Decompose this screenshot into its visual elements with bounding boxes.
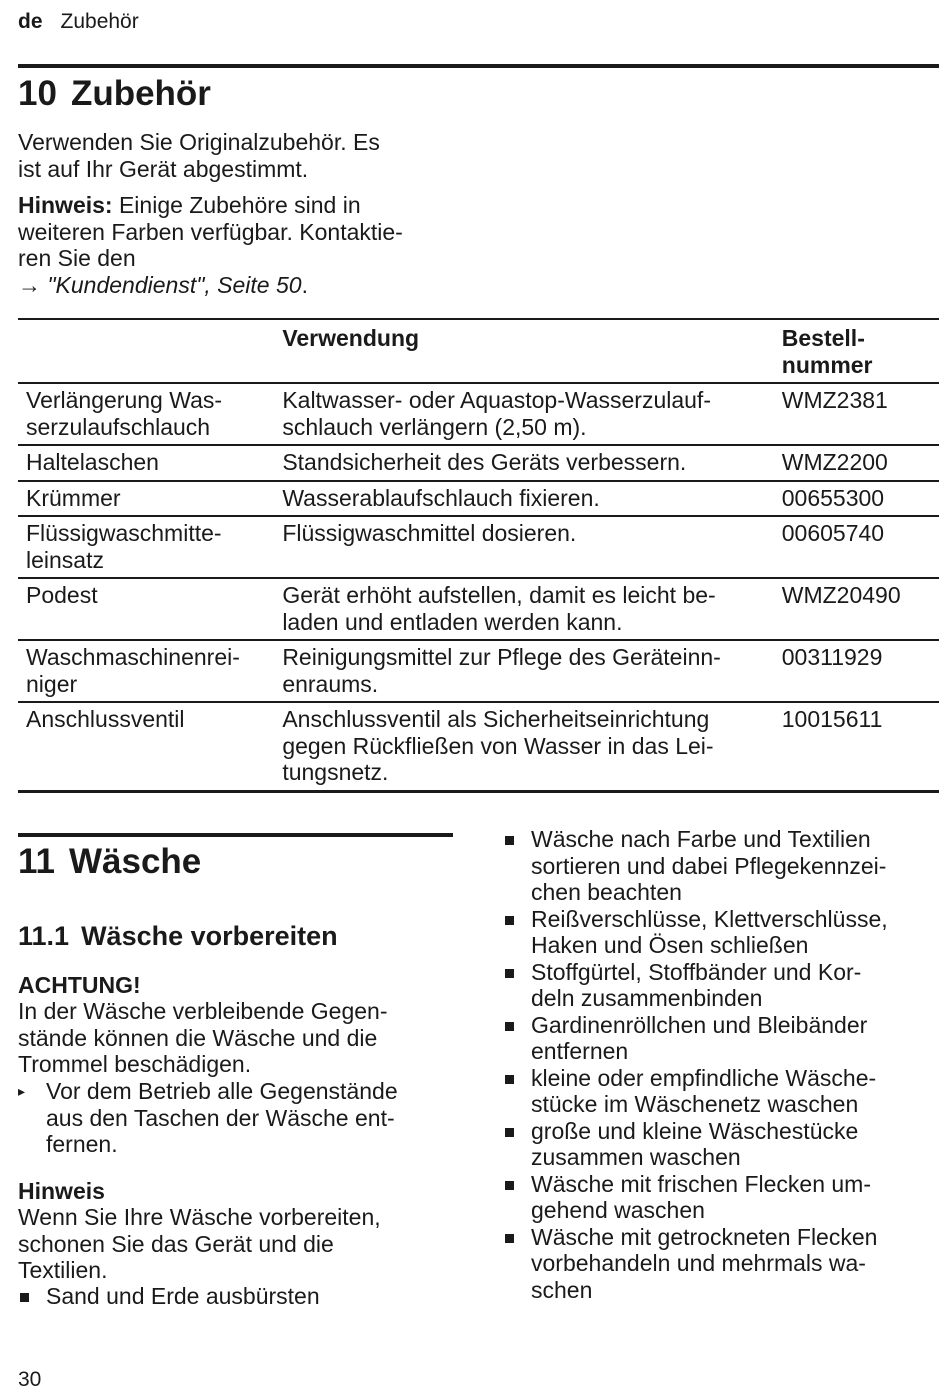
list-item [503, 1118, 939, 1171]
table-cell: 00605740 [774, 516, 939, 578]
caution-action-list [18, 1078, 458, 1158]
list-item [503, 1171, 939, 1224]
page-number: 30 [18, 1368, 42, 1391]
subsection-number: 11.1 [18, 921, 70, 951]
table-row [18, 640, 939, 702]
table-cell: Kaltwasser- oder Aquastop-Wasserzulauf- schlauch verlängern (2,50 m). [274, 383, 773, 445]
table-cell: WMZ2200 [774, 445, 939, 481]
note-text: Einige Zubehöre sind in [112, 192, 361, 218]
table-cell: WMZ20490 [774, 578, 939, 640]
table-cell: Haltelaschen [18, 445, 274, 481]
section-number: 10 [18, 74, 57, 113]
table-row [18, 383, 939, 445]
link-text: "Kundendienst", Seite 50 [41, 271, 302, 298]
table-cell: Waschmaschinenrei- niger [18, 640, 274, 702]
table-cell: Anschlussventil [18, 702, 274, 791]
table-row [18, 481, 939, 517]
list-item [503, 826, 939, 906]
section-title-accessories [18, 74, 211, 114]
square-bullet-icon [505, 1075, 514, 1084]
list-item-text: Sand und Erde ausbürsten [46, 1283, 320, 1309]
prep-steps-left [18, 1283, 458, 1310]
square-bullet-icon [505, 1181, 514, 1190]
subsection-title-text: Wäsche vorbereiten [81, 921, 338, 951]
note-text: weiteren Farben verfügbar. Kontaktie- [18, 218, 403, 245]
section-rule [18, 833, 453, 837]
subsection-title [18, 920, 338, 952]
table-cell: 00311929 [774, 640, 939, 702]
accessories-table [18, 318, 939, 793]
table-header-cell: Verwendung [274, 319, 773, 383]
accessories-note [18, 192, 458, 298]
note-label: Hinweis: [18, 192, 113, 218]
caution-text: In der Wäsche verbleibende Gegen- stände können die Wäsche und die Trommel beschädigen. [18, 998, 388, 1077]
table-cell: 10015611 [774, 702, 939, 791]
list-item [503, 1224, 939, 1304]
table-cell: Flüssigwaschmitte- leinsatz [18, 516, 274, 578]
caution-action-text: Vor dem Betrieb alle Gegenstände aus den Taschen der Wäsche ent- fernen. [46, 1078, 398, 1157]
table-header-cell: Bestell- nummer [774, 319, 939, 383]
list-item-text: Wäsche nach Farbe und Textilien sortieren und dabei Pflegekennzei- chen beachten [531, 826, 887, 905]
square-bullet-icon [505, 1022, 514, 1031]
square-bullet-icon [505, 1128, 514, 1137]
list-item-text: große und kleine Wäschestücke zusammen waschen [531, 1117, 859, 1170]
note-text: ren Sie den [18, 245, 136, 271]
square-bullet-icon [20, 1293, 29, 1302]
section-rule [18, 64, 939, 68]
prep-steps-right [503, 826, 939, 1303]
list-item-text: Wäsche mit getrockneten Flecken vorbehandeln und mehrmals wa- schen [531, 1223, 878, 1303]
intro-line: ist auf Ihr Gerät abgestimmt. [18, 155, 309, 182]
hint-label: Hinweis [18, 1178, 105, 1204]
table-cell: Wasserablaufschlauch fixieren. [274, 481, 773, 517]
table-cell: Krümmer [18, 481, 274, 517]
accessories-intro [18, 129, 458, 182]
section-number: 11 [18, 842, 55, 881]
section-title-laundry [18, 842, 201, 882]
list-item [503, 1012, 939, 1065]
table-cell: Verlängerung Was- serzulaufschlauch [18, 383, 274, 445]
square-bullet-icon [505, 836, 514, 845]
list-item-text: Reißverschlüsse, Klettverschlüsse, Haken und Ösen schließen [531, 905, 888, 958]
table-header-row [18, 319, 939, 383]
list-item-text: Wäsche mit frischen Flecken um- gehend waschen [531, 1170, 871, 1223]
table-row [18, 445, 939, 481]
language-tag: de [18, 10, 43, 33]
caution-label: ACHTUNG! [18, 972, 141, 998]
table-cell: Gerät erhöht aufstellen, damit es leicht be- laden und entladen werden kann. [274, 578, 773, 640]
link-arrow-icon: → [18, 271, 41, 298]
square-bullet-icon [505, 916, 514, 925]
list-item [503, 1065, 939, 1118]
list-item-text: Gardinenröllchen und Bleibänder entfernen [531, 1011, 868, 1064]
table-row [18, 702, 939, 791]
table-cell: 00655300 [774, 481, 939, 517]
list-item-text: Stoffgürtel, Stoffbänder und Kor- deln zusammenbinden [531, 958, 862, 1011]
list-item [18, 1078, 458, 1158]
intro-line: Verwenden Sie Originalzubehör. Es [18, 129, 380, 155]
section-title-text: Wäsche [69, 842, 202, 881]
table-cell: Podest [18, 578, 274, 640]
table-row [18, 516, 939, 578]
list-item [18, 1283, 458, 1310]
table-row [18, 578, 939, 640]
triangle-bullet-icon: ▸ [18, 1083, 26, 1099]
table-cell: Reinigungsmittel zur Pflege des Geräteinn- enraums. [274, 640, 773, 702]
table-cell: WMZ2381 [774, 383, 939, 445]
square-bullet-icon [505, 1234, 514, 1243]
table-header-cell [18, 319, 274, 383]
table-cell: Standsicherheit des Geräts verbessern. [274, 445, 773, 481]
square-bullet-icon [505, 969, 514, 978]
list-item [503, 906, 939, 959]
running-header-section: Zubehör [60, 10, 139, 33]
running-header [18, 9, 139, 35]
table-cell: Anschlussventil als Sicherheitseinrichtung gegen Rückfließen von Wasser in das Lei- tungsnetz. [274, 702, 773, 791]
list-item-text: kleine oder empfindliche Wäsche- stücke im Wäschenetz waschen [531, 1064, 877, 1117]
hint-text: Wenn Sie Ihre Wäsche vorbereiten, schonen Sie das Gerät und die Textilien. [18, 1204, 381, 1283]
note-text-end: . [301, 271, 308, 298]
customer-service-link[interactable] [18, 272, 302, 298]
section-title-text: Zubehör [70, 74, 211, 113]
list-item [503, 959, 939, 1012]
table-cell: Flüssigwaschmittel dosieren. [274, 516, 773, 578]
